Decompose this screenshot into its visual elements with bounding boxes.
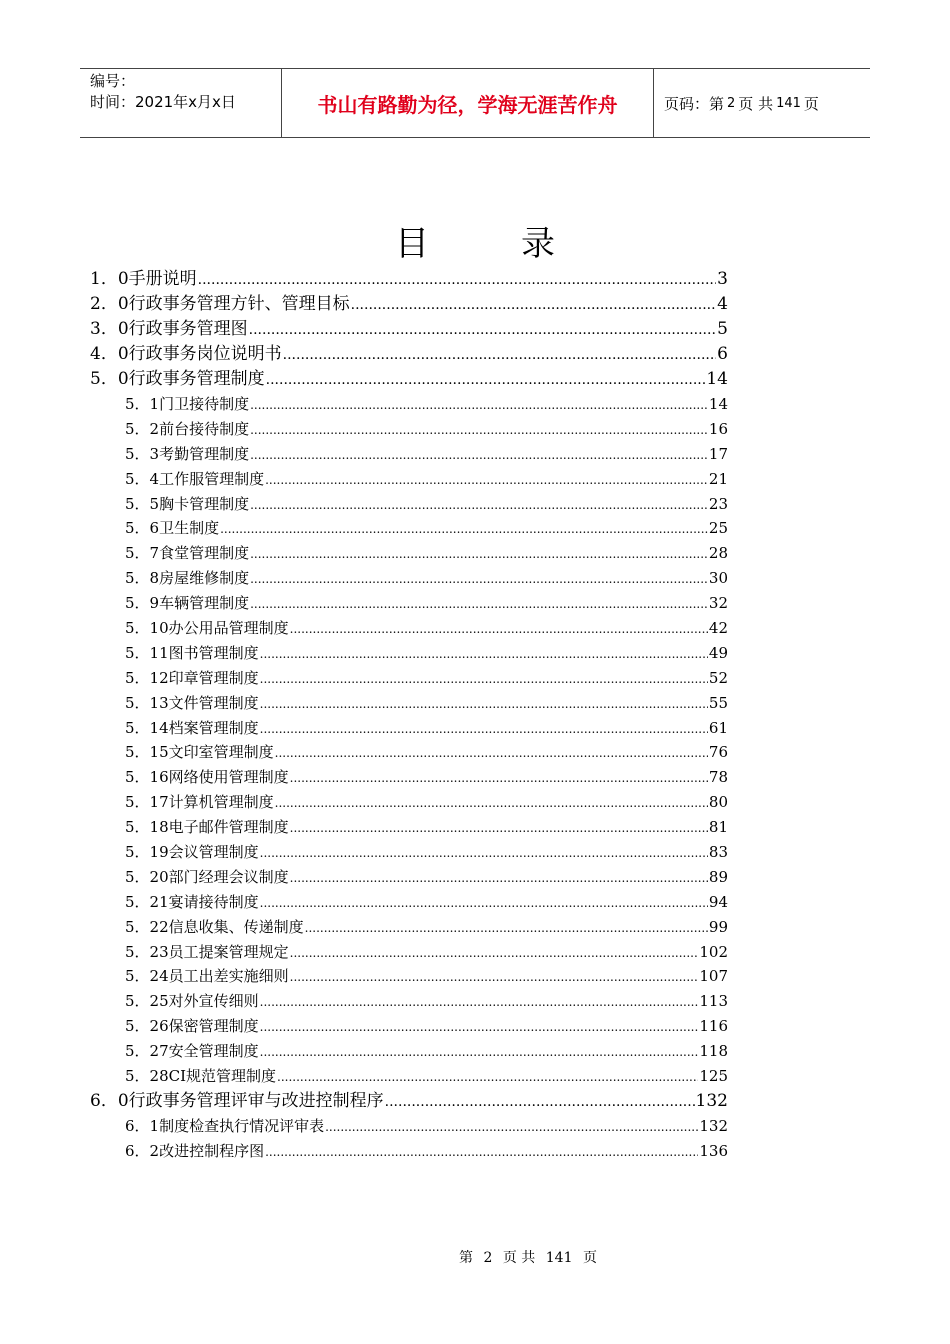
toc-entry[interactable] xyxy=(90,989,728,1014)
toc-entry-label: 5．6卫生制度 xyxy=(125,519,220,538)
toc-entry[interactable] xyxy=(90,740,728,765)
toc-entry-label: 5．4工作服管理制度 xyxy=(125,469,265,488)
toc-leader-dots xyxy=(260,717,708,742)
header-page-prefix: 页码：第 xyxy=(664,94,725,113)
toc-leader-dots xyxy=(290,816,708,841)
toc-leader-dots xyxy=(250,542,708,567)
toc-entry-page: 32 xyxy=(708,594,728,613)
toc-entry-page: 16 xyxy=(708,419,728,438)
toc-entry-label: 5．19会议管理制度 xyxy=(125,843,259,862)
toc-entry-page: 113 xyxy=(699,992,728,1011)
toc-entry[interactable] xyxy=(90,442,728,467)
toc-entry[interactable] xyxy=(90,616,728,641)
toc-entry[interactable] xyxy=(90,1064,728,1089)
toc-entry[interactable] xyxy=(90,865,728,890)
toc-leader-dots xyxy=(250,393,708,418)
toc-leader-dots xyxy=(250,567,708,592)
toc-leader-dots xyxy=(250,592,708,617)
toc-entry[interactable] xyxy=(90,342,728,367)
toc-entry[interactable] xyxy=(90,492,728,517)
toc-leader-dots xyxy=(260,841,708,866)
toc-entry-page: 81 xyxy=(708,818,728,837)
toc-entry-label: 5．18电子邮件管理制度 xyxy=(125,818,289,837)
toc-entry-label: 5．1门卫接待制度 xyxy=(125,395,250,413)
toc-leader-dots xyxy=(290,866,708,891)
toc-entry-label: 5．17计算机管理制度 xyxy=(125,793,274,812)
toc-leader-dots xyxy=(260,990,699,1015)
toc-entry-label: 5．20部门经理会议制度 xyxy=(125,867,289,886)
toc-entry-label: 5．13文件管理制度 xyxy=(125,693,259,712)
toc-entry-label: 5．28CI规范管理制度 xyxy=(125,1067,277,1086)
page-title xyxy=(0,222,950,266)
toc-entry[interactable] xyxy=(90,1139,728,1164)
toc-entry[interactable] xyxy=(90,541,728,566)
toc-entry-page: 102 xyxy=(699,942,728,961)
toc-entry-label: 5．7食堂管理制度 xyxy=(125,544,250,563)
footer-mid: 页 共 xyxy=(502,1250,536,1266)
toc-entry-label: 5．21宴请接待制度 xyxy=(125,892,259,911)
footer-suffix: 页 xyxy=(582,1250,597,1266)
toc-entry-page: 49 xyxy=(708,643,728,662)
table-of-contents xyxy=(90,267,730,1164)
toc-entry-page: 80 xyxy=(708,793,728,812)
toc-entry-page: 4 xyxy=(717,294,728,314)
toc-entry[interactable] xyxy=(90,1089,728,1114)
toc-entry[interactable] xyxy=(90,940,728,965)
toc-entry-page: 125 xyxy=(699,1067,728,1086)
toc-leader-dots xyxy=(385,1090,695,1115)
toc-leader-dots xyxy=(260,1040,699,1065)
toc-entry-label: 4．0行政事务岗位说明书 xyxy=(90,344,282,364)
header-page-info xyxy=(654,69,870,137)
toc-entry[interactable] xyxy=(90,467,728,492)
toc-entry-label: 5．27安全管理制度 xyxy=(125,1042,259,1061)
footer-current: 2 xyxy=(483,1250,493,1266)
toc-leader-dots xyxy=(283,343,717,368)
toc-entry-page: 25 xyxy=(708,519,728,538)
toc-entry[interactable] xyxy=(90,890,728,915)
page-footer xyxy=(0,1247,950,1267)
toc-leader-dots xyxy=(260,1015,699,1040)
toc-entry[interactable] xyxy=(90,840,728,865)
toc-entry-page: 52 xyxy=(708,668,728,687)
toc-leader-dots xyxy=(250,493,708,518)
toc-entry[interactable] xyxy=(90,591,728,616)
toc-entry-label: 5．26保密管理制度 xyxy=(125,1017,259,1036)
toc-leader-dots xyxy=(250,418,708,443)
toc-leader-dots xyxy=(249,318,717,343)
toc-entry[interactable] xyxy=(90,317,728,342)
toc-entry[interactable] xyxy=(90,516,728,541)
toc-leader-dots xyxy=(266,368,706,393)
toc-entry[interactable] xyxy=(90,1114,728,1139)
toc-entry-page: 5 xyxy=(717,319,728,339)
toc-leader-dots xyxy=(275,741,708,766)
toc-leader-dots xyxy=(325,1115,698,1140)
toc-entry-label: 5．24员工出差实施细则 xyxy=(125,967,289,986)
toc-entry-label: 5．5胸卡管理制度 xyxy=(125,494,250,513)
toc-entry-label: 2．0行政事务管理方针、管理目标 xyxy=(90,294,350,314)
toc-leader-dots xyxy=(277,1065,698,1090)
toc-entry-label: 5．8房屋维修制度 xyxy=(125,569,250,588)
toc-entry-label: 5．22信息收集、传递制度 xyxy=(125,917,304,936)
toc-entry[interactable] xyxy=(90,417,728,442)
header-time-label: 时间：2021年x月x日 xyxy=(90,93,236,111)
title-char-2: 录 xyxy=(521,224,555,264)
header-page-suffix: 页 xyxy=(803,94,819,113)
toc-entry[interactable] xyxy=(90,641,728,666)
toc-entry-label: 5．14档案管理制度 xyxy=(125,718,259,737)
toc-entry[interactable] xyxy=(90,716,728,741)
toc-entry[interactable] xyxy=(90,267,728,292)
toc-leader-dots xyxy=(250,443,708,468)
toc-entry-label: 5．3考勤管理制度 xyxy=(125,444,250,463)
toc-entry[interactable] xyxy=(90,666,728,691)
toc-entry-page: 30 xyxy=(708,569,728,588)
toc-entry-page: 132 xyxy=(699,1116,728,1135)
toc-leader-dots xyxy=(290,617,708,642)
toc-leader-dots xyxy=(275,791,708,816)
header-meta-cell xyxy=(80,69,281,137)
page-header xyxy=(80,68,870,138)
toc-leader-dots xyxy=(290,766,708,791)
toc-entry[interactable] xyxy=(90,392,728,417)
title-char-1: 目 xyxy=(395,224,429,264)
toc-entry-page: 42 xyxy=(708,619,728,638)
toc-entry[interactable] xyxy=(90,292,728,317)
toc-entry-label: 5．0行政事务管理制度 xyxy=(90,369,265,389)
toc-entry-label: 5．16网络使用管理制度 xyxy=(125,768,289,787)
toc-entry-label: 5．2前台接待制度 xyxy=(125,419,250,438)
toc-entry-label: 1．0手册说明 xyxy=(90,269,197,289)
toc-entry-page: 28 xyxy=(708,544,728,563)
toc-entry-page: 94 xyxy=(708,892,728,911)
toc-entry-label: 5．25对外宣传细则 xyxy=(125,992,259,1011)
toc-entry-page: 21 xyxy=(708,469,728,488)
toc-entry-page: 14 xyxy=(706,369,728,389)
toc-entry-page: 132 xyxy=(695,1090,728,1111)
footer-prefix: 第 xyxy=(459,1250,474,1266)
toc-entry-page: 23 xyxy=(708,494,728,513)
header-number-label: 编号： xyxy=(90,72,136,90)
toc-leader-dots xyxy=(198,268,717,293)
toc-entry-page: 61 xyxy=(708,718,728,737)
header-motto: 书山有路勤为径，学海无涯苦作舟 xyxy=(281,69,654,137)
toc-entry-label: 6．2改进控制程序图 xyxy=(125,1141,265,1160)
toc-entry-page: 116 xyxy=(699,1017,728,1036)
toc-leader-dots xyxy=(305,916,708,941)
toc-entry[interactable] xyxy=(90,765,728,790)
toc-leader-dots xyxy=(260,667,708,692)
toc-entry-page: 55 xyxy=(708,693,728,712)
toc-leader-dots xyxy=(290,941,699,966)
toc-entry-page: 6 xyxy=(717,344,728,364)
toc-entry[interactable] xyxy=(90,691,728,716)
toc-entry-page: 99 xyxy=(708,917,728,936)
header-page-mid: 页 共 xyxy=(738,94,774,113)
toc-entry-page: 3 xyxy=(717,269,728,289)
toc-entry-label: 5．12印章管理制度 xyxy=(125,668,259,687)
toc-entry-page: 107 xyxy=(699,967,728,986)
toc-entry-page: 89 xyxy=(708,867,728,886)
footer-total: 141 xyxy=(545,1250,573,1266)
toc-leader-dots xyxy=(290,965,699,990)
toc-leader-dots xyxy=(260,642,708,667)
toc-leader-dots xyxy=(351,293,717,318)
toc-entry[interactable] xyxy=(90,566,728,591)
header-page-current: 2 xyxy=(727,95,736,111)
toc-entry-label: 5．9车辆管理制度 xyxy=(125,594,250,613)
toc-entry-label: 5．23员工提案管理规定 xyxy=(125,942,289,961)
toc-entry-page: 76 xyxy=(708,743,728,762)
toc-entry-page: 136 xyxy=(699,1141,728,1160)
toc-entry[interactable] xyxy=(90,964,728,989)
toc-entry-page: 14 xyxy=(708,395,728,413)
toc-entry-label: 6．1制度检查执行情况评审表 xyxy=(125,1116,325,1135)
toc-entry[interactable] xyxy=(90,815,728,840)
toc-entry-label: 5．10办公用品管理制度 xyxy=(125,619,289,638)
toc-entry-page: 78 xyxy=(708,768,728,787)
toc-entry-label: 6．0行政事务管理评审与改进控制程序 xyxy=(90,1090,384,1111)
toc-leader-dots xyxy=(260,891,708,916)
header-page-total: 141 xyxy=(776,95,801,111)
toc-entry-page: 118 xyxy=(699,1042,728,1061)
toc-entry-page: 17 xyxy=(708,444,728,463)
toc-entry[interactable] xyxy=(90,1039,728,1064)
toc-leader-dots xyxy=(265,1140,698,1165)
toc-entry[interactable] xyxy=(90,790,728,815)
toc-entry-label: 5．11图书管理制度 xyxy=(125,643,259,662)
toc-entry[interactable] xyxy=(90,915,728,940)
toc-entry[interactable] xyxy=(90,1014,728,1039)
toc-leader-dots xyxy=(260,692,708,717)
toc-entry[interactable] xyxy=(90,367,728,392)
toc-entry-label: 3．0行政事务管理图 xyxy=(90,319,248,339)
toc-entry-label: 5．15文印室管理制度 xyxy=(125,743,274,762)
toc-leader-dots xyxy=(220,517,708,542)
toc-leader-dots xyxy=(265,468,708,493)
toc-entry-page: 83 xyxy=(708,843,728,862)
